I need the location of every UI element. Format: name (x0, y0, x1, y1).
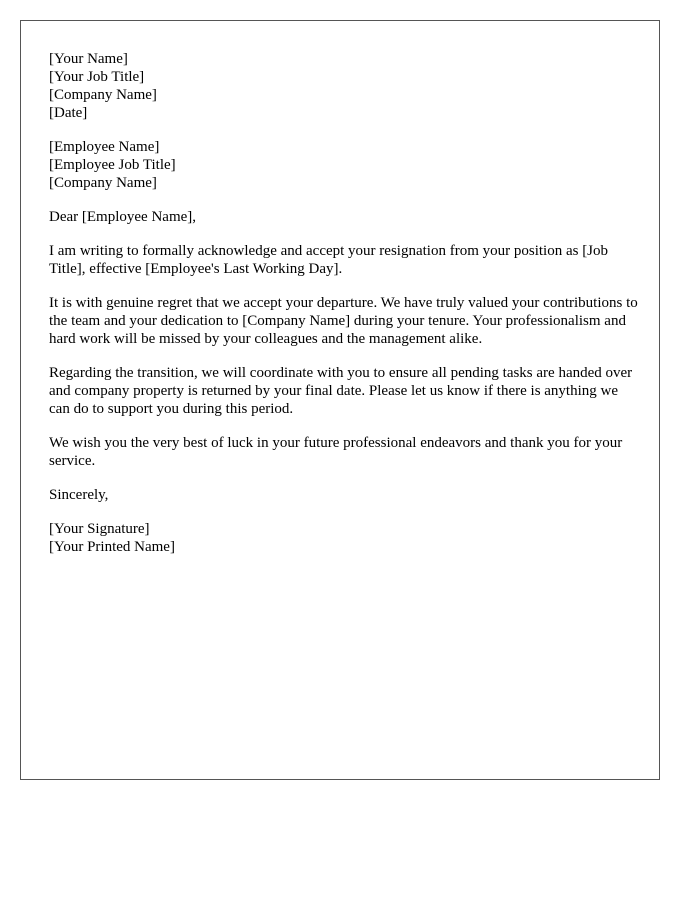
recipient-company: [Company Name] (49, 175, 157, 191)
paragraph-wishes: We wish you the very best of luck in your future professional endeavors and thank you for your service. (49, 435, 623, 469)
recipient-block (49, 138, 639, 192)
closing: Sincerely, (49, 487, 109, 503)
recipient-name: [Employee Name] (49, 139, 160, 155)
paragraph-regret: It is with genuine regret that we accept your departure. We have truly valued your contributions to the team and your dedication to [Company Name] during your tenure. Your professionalism and hard work will be missed by your colleagues and the management alike. (49, 295, 638, 347)
signature-line: [Your Signature] (49, 521, 150, 537)
sender-block (49, 50, 639, 122)
recipient-job-title: [Employee Job Title] (49, 157, 176, 173)
sender-job-title: [Your Job Title] (49, 69, 145, 85)
salutation: Dear [Employee Name], (49, 209, 197, 225)
paragraph-transition: Regarding the transition, we will coordinate with you to ensure all pending tasks are handed over and company property is returned by your final date. Please let us know if there is anything we can do to support you during this period. (49, 365, 633, 417)
letter-date: [Date] (49, 105, 88, 121)
letter-body (49, 50, 639, 572)
letter-page (20, 20, 660, 780)
sender-company: [Company Name] (49, 87, 157, 103)
printed-name: [Your Printed Name] (49, 539, 175, 555)
signature-block (49, 520, 639, 556)
paragraph-acceptance: I am writing to formally acknowledge and accept your resignation from your position as [Job Title], effective [Employee's Last Working Day]. (49, 243, 609, 277)
sender-name: [Your Name] (49, 51, 128, 67)
